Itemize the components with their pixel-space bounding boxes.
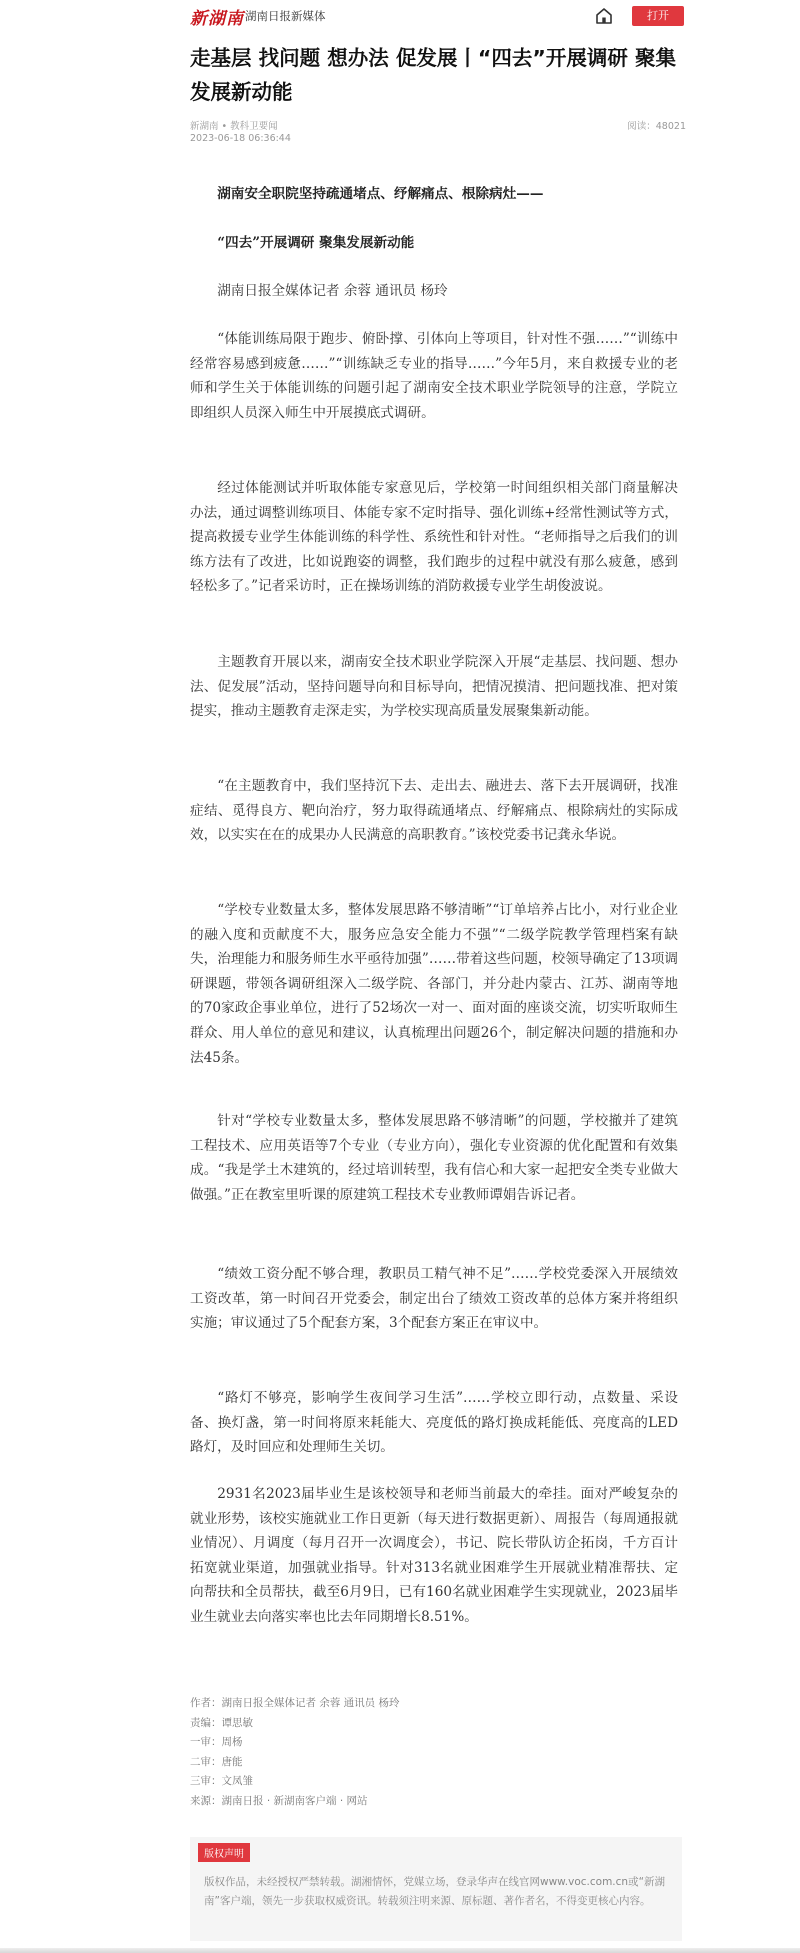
- credit-review-1: 一审：周杨: [190, 1736, 243, 1748]
- copyright-notice: [190, 1837, 682, 1941]
- credit-editor: 责编：谭思敏: [190, 1716, 253, 1729]
- article-byline: 湖南日报全媒体记者 余蓉 通讯员 杨玲: [217, 283, 448, 299]
- bottom-divider: [0, 1948, 800, 1953]
- article-paragraph: 2931名2023届毕业生是该校领导和老师当前最大的牵挂。面对严峻复杂的就业形势，该校实施就业工作日更新（每天进行数据更新）、周报告（每周通报就业情况）、月调度（每月召开一次调度会），书记、院长带队访企拓岗，千方百计拓宽就业渠道，加强就业指导。针对313名就业困难学生开展就业精准帮扶、定向帮扶和全员帮扶，截至6月9日，已有160名就业困难学生实现就业，2023届毕业生就业去向落实率也比去年同期增长8.51%。: [190, 1486, 678, 1625]
- article-container: [178, 0, 686, 1953]
- credit-author: 作者：湖南日报全媒体记者 余蓉 通讯员 杨玲: [190, 1697, 400, 1709]
- article-timestamp: 2023-06-18 06:36:44: [190, 133, 291, 144]
- article-credits: [190, 1694, 400, 1811]
- article-paragraph: 主题教育开展以来，湖南安全技术职业学院深入开展“走基层、找问题、想办法、促发展”活动，坚持问题导向和目标导向，把情况摸清、把问题找准、把对策提实，推动主题教育走深走实，为学校实现高质量发展聚集新动能。: [190, 654, 678, 720]
- site-logo[interactable]: 新湖南: [190, 9, 244, 29]
- top-bar: [178, 0, 686, 32]
- article-paragraph: “绩效工资分配不够合理，教职员工精气神不足”……学校党委深入开展绩效工资改革，第一时间召开党委会，制定出台了绩效工资改革的总体方案并将组织实施；审议通过了5个配套方案，3个配套方案正在审议中。: [190, 1266, 678, 1332]
- credit-source: 来源：湖南日报 · 新湖南客户端 · 网站: [190, 1794, 368, 1807]
- open-app-button[interactable]: 打开: [632, 6, 684, 26]
- copyright-text: 版权作品，未经授权严禁转载。湖湘情怀，党媒立场，登录华声在线官网www.voc.com.cn或“新湖南”客户端，领先一步获取权威资讯。转载须注明来源、原标题、著作者名，不得变更核心内容。: [204, 1876, 666, 1907]
- article-paragraph: “在主题教育中，我们坚持沉下去、走出去、融进去、落下去开展调研，找准症结、觅得良方、靶向治疗，努力取得疏通堵点、纾解痛点、根除病灶的实际成效，以实实在在的成果办人民满意的高职教育。”该校党委书记龚永华说。: [190, 778, 678, 844]
- copyright-tag: 版权声明: [198, 1843, 250, 1862]
- article-subtitle-1: 湖南安全职院坚持疏通堵点、纾解痛点、根除病灶——: [217, 186, 544, 202]
- brand-name: 湖南日报新媒体: [245, 9, 326, 23]
- article-source: 新湖南 • 教科卫要闻: [190, 121, 278, 132]
- read-count: 阅读：48021: [627, 121, 686, 132]
- home-icon[interactable]: [594, 6, 614, 26]
- page-title: 走基层 找问题 想办法 促发展丨“四去”开展调研 聚集发展新动能: [190, 46, 676, 104]
- credit-review-2: 二审：唐能: [190, 1755, 243, 1768]
- article-paragraph: “路灯不够亮，影响学生夜间学习生活”……学校立即行动，点数量、采设备、换灯盏，第一时间将原来耗能大、亮度低的路灯换成耗能低、亮度高的LED路灯，及时回应和处理师生关切。: [190, 1390, 678, 1456]
- article-paragraph: “体能训练局限于跑步、俯卧撑、引体向上等项目，针对性不强……”“训练中经常容易感到疲惫……”“训练缺乏专业的指导……”今年5月，来自救援专业的老师和学生关于体能训练的问题引起了湖南安全技术职业学院领导的注意，学院立即组织人员深入师生中开展摸底式调研。: [190, 331, 678, 421]
- credit-review-3: 三审：文凤雏: [190, 1775, 253, 1787]
- article-subtitle-2: “四去”开展调研 聚集发展新动能: [217, 235, 415, 251]
- article-paragraph: 针对“学校专业数量太多，整体发展思路不够清晰”的问题，学校撤并了建筑工程技术、应用英语等7个专业（专业方向），强化专业资源的优化配置和有效集成。“我是学土木建筑的，经过培训转型，我有信心和大家一起把安全类专业做大做强。”正在教室里听课的原建筑工程技术专业教师谭娟告诉记者。: [190, 1113, 678, 1203]
- article-paragraph: 经过体能测试并听取体能专家意见后，学校第一时间组织相关部门商量解决办法，通过调整训练项目、体能专家不定时指导、强化训练+经常性测试等方式，提高救援专业学生体能训练的科学性、系统性和针对性。“老师指导之后我们的训练方法有了改进，比如说跑姿的调整，我们跑步的过程中就没有那么疲惫，感到轻松多了。”记者采访时，正在操场训练的消防救援专业学生胡俊波说。: [190, 480, 678, 595]
- article-paragraph: “学校专业数量太多，整体发展思路不够清晰”“订单培养占比小，对行业企业的融入度和贡献度不大，服务应急安全能力不强”“二级学院教学管理档案有缺失，治理能力和服务师生水平亟待加强”……带着这些问题，校领导确定了13项调研课题，带领各调研组深入二级学院、各部门，并分赴内蒙古、江苏、湖南等地的70家政企事业单位，进行了52场次一对一、面对面的座谈交流，切实听取师生群众、用人单位的意见和建议，认真梳理出问题26个，制定解决问题的措施和办法45条。: [190, 902, 678, 1066]
